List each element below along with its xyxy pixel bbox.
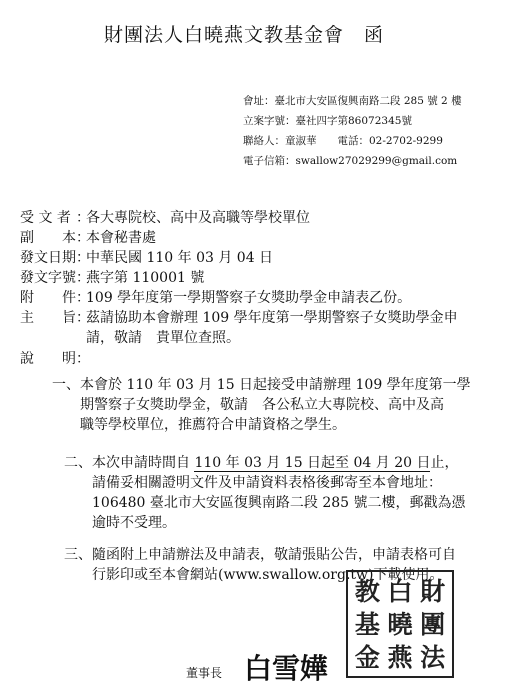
docno-value: 燕字第 110001 號 <box>86 270 205 286</box>
seal-char: 曉 <box>387 610 413 639</box>
explain-item-2-line-2: 請備妥相關證明文件及申請資料表格後郵寄至本會地址： <box>92 475 442 491</box>
seal-char: 白 <box>387 577 413 606</box>
explain-item-2-line-3: 106480 臺北市大安區復興南路二段 285 號二樓，郵戳為憑 <box>92 495 466 511</box>
foundation-seal-stamp <box>346 570 454 678</box>
explain-item-1-line-1: 一、本會於 110 年 03 月 15 日起接受申請辦理 109 學年度第一學 <box>52 377 471 393</box>
colon: ： <box>76 210 90 226</box>
explain-label: 說 明： <box>20 351 90 367</box>
document-title: 財團法人白曉燕文教基金會 函 <box>104 24 385 46</box>
explain-item-2-prefix: 二、本次申請時間自 <box>64 455 195 471</box>
chairman-signature: 白雪嬅 <box>244 652 329 685</box>
org-address: 會址：臺北市大安區復興南路二段 285 號 2 樓 <box>243 95 462 107</box>
date-value: 中華民國 110 年 03 月 04 日 <box>86 250 274 266</box>
recipient-label: 受 文 者 <box>20 210 71 226</box>
docno-label: 發文字號 <box>20 270 76 286</box>
recipient-value: 各大專院校、高中及高職等學校單位 <box>86 210 310 226</box>
seal-char: 教 <box>354 577 380 606</box>
cc-label: 副 本 <box>20 230 76 246</box>
seal-char: 基 <box>354 610 380 639</box>
subject-line-2: 請，敬請 貴單位查照。 <box>86 330 240 346</box>
seal-char: 法 <box>420 643 446 672</box>
org-license-number: 立案字號：臺社四字第86072345號 <box>243 115 412 127</box>
colon: ： <box>76 290 90 306</box>
colon: ： <box>76 250 90 266</box>
seal-char: 金 <box>354 643 380 672</box>
date-label: 發文日期 <box>20 250 76 266</box>
attachment-value: 109 學年度第一學期警察子女獎助學金申請表乙份。 <box>86 290 412 306</box>
subject-line-1: 茲請協助本會辦理 109 學年度第一學期警察子女獎助學金申 <box>86 310 458 326</box>
explain-item-1-line-3: 職等學校單位，推薦符合申請資格之學生。 <box>80 417 346 433</box>
org-contact-phone: 聯絡人：童淑華 電話：02-2702-9299 <box>243 135 443 147</box>
cc-value: 本會秘書處 <box>86 230 156 246</box>
explain-item-1-line-2: 期警察子女獎助學金，敬請 各公私立大專院校、高中及高 <box>80 397 444 413</box>
chairman-label: 董事長 <box>186 666 223 680</box>
attachment-label: 附 件 <box>20 290 76 306</box>
explain-item-3-line-1: 三、隨函附上申請辦法及申請表，敬請張貼公告，申請表格可自 <box>64 547 456 563</box>
org-email: 電子信箱：swallow27029299@gmail.com <box>243 155 458 167</box>
seal-char: 團 <box>420 610 446 639</box>
seal-char: 燕 <box>387 643 413 672</box>
colon: ： <box>76 230 90 246</box>
explain-item-2-line-1 <box>64 452 458 472</box>
seal-char: 財 <box>420 577 446 606</box>
explain-item-2-line-4: 逾時不受理。 <box>92 515 176 531</box>
explain-item-2-suffix: 止， <box>430 455 459 471</box>
colon: ： <box>76 310 90 326</box>
explain-item-3-line-2: 行影印或至本會網站(www.swallow.org.tw)下載使用。 <box>92 567 444 583</box>
colon: ： <box>76 270 90 286</box>
application-period: 110 年 03 月 15 日起至 04 月 20 日 <box>194 455 431 471</box>
subject-label: 主 旨 <box>20 310 76 326</box>
